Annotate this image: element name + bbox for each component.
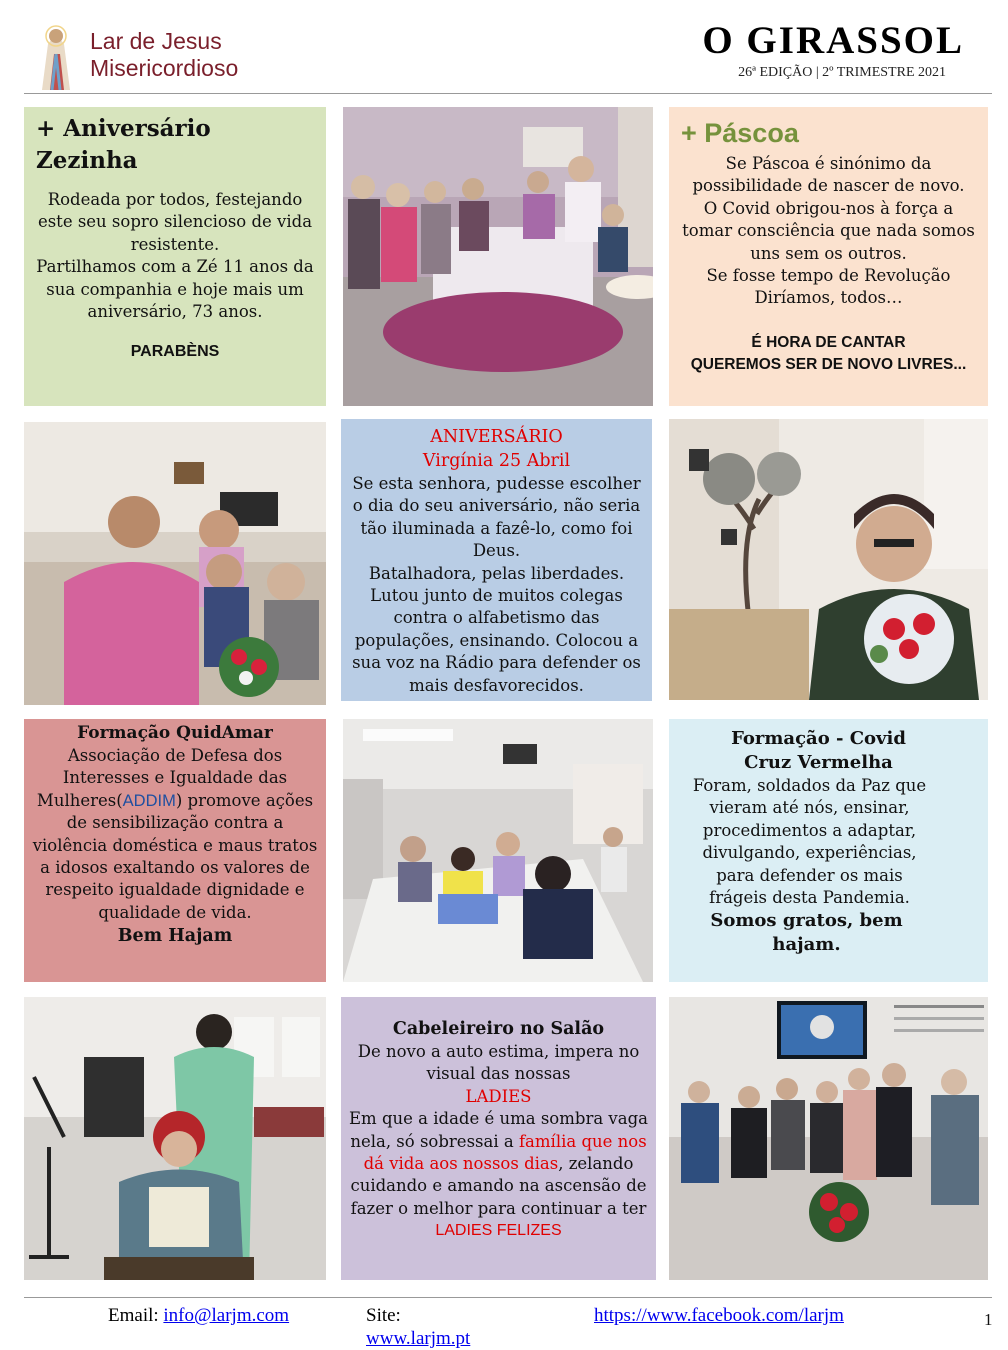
photo-zezinha-birthday: [343, 107, 653, 406]
pascoa-title: + Páscoa: [681, 118, 799, 148]
site-link[interactable]: www.larjm.pt: [366, 1328, 471, 1349]
zezinha-text: Rodeada por todos, festejando este seu sopro silencioso de vida resistente. Partilhamos com a Zé 11 anos da sua companhia e hoje mais um aniversário, 73 anos.: [36, 190, 314, 322]
footer-email: [108, 1305, 289, 1327]
pascoa-panel: [669, 107, 988, 406]
quidamar-panel: [24, 719, 326, 982]
photo-virginia-group: [24, 422, 326, 705]
cabeleireiro-panel: [341, 997, 656, 1280]
header-divider: [24, 93, 992, 94]
covid-closing: Somos gratos, bem hajam.: [710, 910, 903, 956]
zezinha-panel: [24, 107, 326, 406]
covid-text: Foram, soldados da Paz que vieram até nós, ensinar, procedimentos a adaptar, divulgando, experiências, para defender os mais frágeis desta Pandemia.: [692, 776, 927, 908]
logo-line-2: Misericordioso: [90, 55, 239, 81]
covid-panel: [669, 719, 988, 982]
pascoa-closing-2: QUEREMOS SER DE NOVO LIVRES...: [690, 355, 967, 373]
photo-virginia-flowers: [669, 419, 988, 700]
zezinha-title-2: Zezinha: [36, 147, 138, 174]
cabeleireiro-text-before: Em que a idade é uma sombra vaga nela, só sobressai a: [349, 1109, 648, 1151]
quidamar-text: [32, 745, 318, 924]
virginia-text: Se esta senhora, pudesse escolher o dia do seu aniversário, não seria tão iluminada a fazê-lo, como foi Deus. Batalhadora, pelas liberdades. Lutou junto de muitos colegas contra o alfabetismo das populações, ensinando. Colocou a sua voz na Rádio para defender os mais desfavorecidos.: [352, 474, 641, 695]
quidamar-title: Formação QuidAmar: [77, 723, 273, 743]
photo-training-room: [343, 719, 653, 982]
zezinha-title-1: + Aniversário: [36, 115, 211, 142]
cabeleireiro-title: Cabeleireiro no Salão: [392, 1019, 605, 1039]
newsletter-title: O GIRASSOL: [702, 19, 964, 62]
cabeleireiro-ladies: LADIES: [465, 1086, 532, 1106]
addim-acronym: ADDIM: [122, 791, 176, 810]
cabeleireiro-text-after: , zelando cuidando e amando na ascensão de fazer o melhor para continuar a ter: [350, 1154, 647, 1218]
email-label: Email:: [108, 1305, 159, 1326]
jesus-logo-figure: [38, 24, 74, 90]
covid-title-1: Formação - Covid: [731, 728, 906, 749]
facebook-link[interactable]: https://www.facebook.com/larjm: [594, 1305, 844, 1326]
virginia-title-2: Virgínia 25 Abril: [422, 451, 571, 471]
virginia-title-1: ANIVERSÁRIO: [430, 427, 563, 447]
photo-group-ladies: [669, 997, 988, 1280]
pascoa-text: Se Páscoa é sinónimo da possibilidade de nascer de novo. O Covid obrigou-nos à força a tomar consciência que nada somos uns sem os outros. Se fosse tempo de Revolução Diríamos, todos…: [682, 154, 975, 308]
cabeleireiro-line-1: De novo a auto estima, impera no visual das nossas: [357, 1042, 640, 1084]
page-number: 1: [984, 1310, 993, 1329]
footer-divider: [24, 1297, 992, 1298]
logo: [38, 24, 308, 92]
covid-title-2: Cruz Vermelha: [744, 752, 893, 773]
zezinha-closing: PARABÈNS: [130, 343, 220, 361]
virginia-panel: [341, 419, 652, 701]
email-link[interactable]: info@larjm.com: [163, 1305, 290, 1326]
pascoa-closing-1: É HORA DE CANTAR: [751, 333, 906, 351]
quidamar-text-before: Associação de Defesa dos Interesses e Igualdade das Mulheres(: [36, 746, 288, 810]
edition-subtitle: 26ª EDIÇÃO | 2º TRIMESTRE 2021: [738, 65, 946, 80]
quidamar-closing: Bem Hajam: [117, 926, 233, 947]
cabeleireiro-text: [349, 1108, 648, 1220]
cabeleireiro-closing: LADIES FELIZES: [435, 1222, 562, 1240]
cabeleireiro-highlight: família que nos dá vida aos nossos dias: [363, 1131, 647, 1174]
quidamar-text-after: ) promove ações de sensibilização contra a violência doméstica e maus tratos a idosos exaltando os valores de respeito igualdade dignidade e qualidade de vida.: [32, 790, 318, 922]
logo-line-1: Lar de Jesus: [90, 28, 222, 54]
photo-hairdresser: [24, 997, 326, 1280]
site-label: Site:: [366, 1305, 401, 1326]
